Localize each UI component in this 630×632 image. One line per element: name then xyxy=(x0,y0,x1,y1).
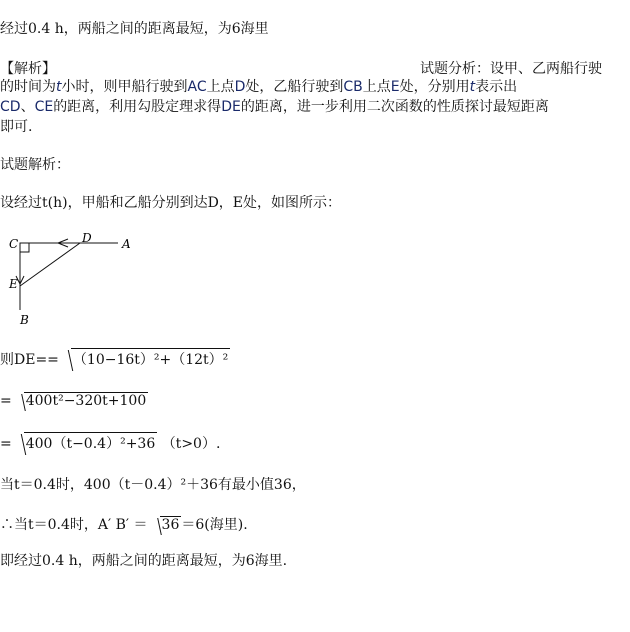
analysis-line4: 即可. xyxy=(0,119,33,135)
eq3-prefix: = xyxy=(0,436,12,452)
sqrt-icon xyxy=(14,392,149,409)
geometry-diagram xyxy=(0,228,150,328)
analysis-heading-text: 【解析】 xyxy=(0,61,56,77)
var-t: t xyxy=(56,79,62,95)
sqrt-icon xyxy=(14,432,158,453)
sqrt-icon xyxy=(61,348,230,369)
analysis-heading xyxy=(0,60,56,78)
text-seg: 处，乙船行驶到 xyxy=(245,79,344,95)
seg-ce: CE xyxy=(34,99,54,115)
equation-3 xyxy=(0,432,220,453)
therefore-a: ∴当t＝0.4时，A′ B′ ＝ xyxy=(0,517,148,533)
label-c: C xyxy=(9,237,19,251)
label-a: A xyxy=(122,237,131,251)
solution-setup: 设经过t(h)，甲船和乙船分别到达D，E处，如图所示： xyxy=(0,195,342,211)
label-e: E xyxy=(9,277,18,291)
answer-line: 经过0.4 h，两船之间的距离最短，为6海里 xyxy=(0,21,269,37)
text-seg: 上点 xyxy=(362,79,391,95)
label-d: D xyxy=(82,231,92,245)
text-seg: 的距离，进一步利用二次函数的性质探讨最短距离 xyxy=(240,99,549,115)
eq1-radicand: （10−16t）²+（12t）² xyxy=(71,348,230,369)
point-d: D xyxy=(234,79,246,95)
text-seg: 小时，则甲船行驶到 xyxy=(61,79,188,95)
right-angle-mark xyxy=(20,243,29,252)
sep: 、 xyxy=(20,99,35,115)
eq3-suffix: （t>0）. xyxy=(161,436,221,452)
eq2-radicand: 400t²−320t+100 xyxy=(25,393,147,409)
sqrt-icon xyxy=(150,516,182,533)
eq1-prefix: 则DE== xyxy=(0,352,59,368)
analysis-line2 xyxy=(0,78,517,96)
analysis-line3 xyxy=(0,98,549,116)
conclusion-line: 即经过0.4 h，两船之间的距离最短，为6海里. xyxy=(0,553,288,569)
seg-de: DE xyxy=(221,99,241,115)
var-t2: t xyxy=(469,79,476,95)
text-seg: 的时间为 xyxy=(0,79,56,95)
therefore-line xyxy=(0,514,248,534)
text-seg: 处，分别用 xyxy=(399,79,470,95)
min-line: 当t＝0.4时，400（t－0.4）²＋36有最小值36， xyxy=(0,477,306,493)
eq3-radicand: 400（t−0.4）²+36 xyxy=(24,432,158,453)
solution-heading: 试题解析： xyxy=(0,157,70,173)
therefore-radicand: 36 xyxy=(161,517,180,533)
therefore-b: ＝6(海里). xyxy=(181,517,248,533)
analysis-intro: 试题分析：设甲、乙两船行驶 xyxy=(420,61,602,77)
eq2-prefix: = xyxy=(0,393,12,409)
text-seg: 表示出 xyxy=(475,79,518,95)
seg-cd: CD xyxy=(0,99,21,115)
text-seg: 的距离，利用勾股定理求得 xyxy=(53,99,222,115)
label-b: B xyxy=(20,313,29,327)
seg-ac: AC xyxy=(187,79,207,95)
seg-cb: CB xyxy=(343,79,363,95)
text-seg: 上点 xyxy=(206,79,235,95)
equation-2 xyxy=(0,392,148,409)
point-e: E xyxy=(390,79,400,95)
equation-1 xyxy=(0,348,230,369)
